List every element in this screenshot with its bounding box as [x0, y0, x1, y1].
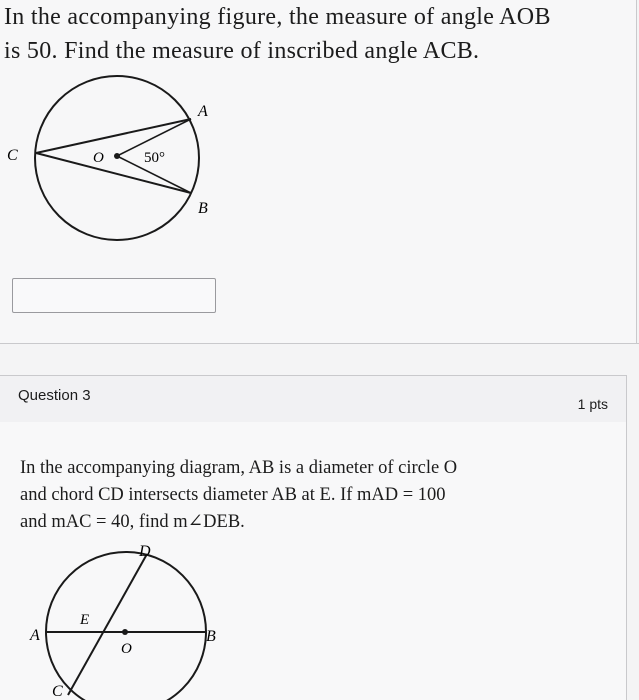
- circle-q3: [46, 552, 206, 700]
- answer-input-q2[interactable]: [12, 278, 216, 313]
- question-3-points: 1 pts: [577, 396, 608, 412]
- chord-cb: [36, 153, 191, 193]
- label-d: D: [139, 543, 151, 560]
- label-c: C: [7, 147, 18, 164]
- circle-figure-q3: [0, 510, 639, 700]
- label-a: A: [198, 103, 208, 120]
- label-e: E: [80, 612, 90, 628]
- question-3-line-1: In the accompanying diagram, AB is a diameter of circle O: [20, 458, 458, 478]
- angle-label: 50°: [144, 150, 165, 166]
- label-c: C: [52, 683, 63, 700]
- question-3-header: [0, 375, 627, 423]
- question-3-line-2: and chord CD intersects diameter AB at E. If mAD = 100: [20, 485, 446, 505]
- question-3-line-3: and mAC = 40, find m∠DEB.: [20, 512, 245, 532]
- label-o: O: [93, 150, 104, 166]
- question-divider: [0, 343, 639, 344]
- label-o: O: [121, 641, 132, 657]
- question-2-line-2: is 50. Find the measure of inscribed angle ACB.: [4, 38, 480, 64]
- label-b: B: [206, 628, 216, 645]
- center-point-o: [122, 629, 128, 635]
- question-2-line-1: In the accompanying figure, the measure of angle AOB: [4, 4, 551, 30]
- label-b: B: [198, 200, 208, 217]
- circle-figure-q2: [0, 0, 639, 260]
- chord-ca: [36, 119, 191, 153]
- label-a: A: [30, 627, 40, 644]
- question-3-title: Question 3: [18, 387, 91, 404]
- center-point-o: [114, 153, 120, 159]
